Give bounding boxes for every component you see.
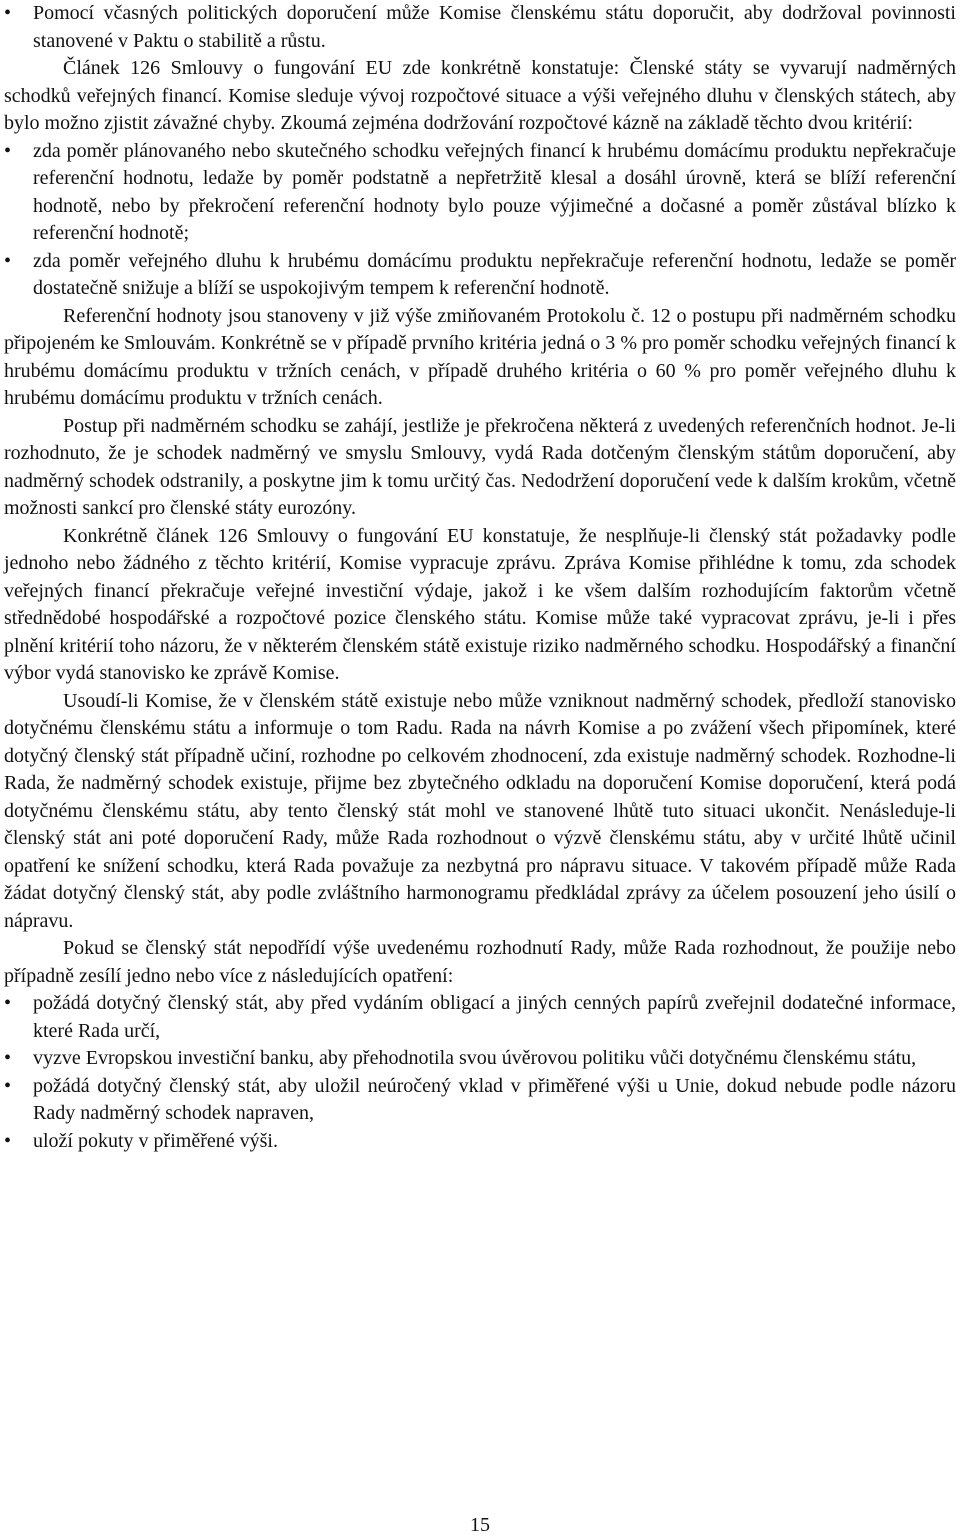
list-item: • požádá dotyčný členský stát, aby před vydáním obligací a jiných cenných papírů zveřejnil dodatečné informace, které Rada určí,: [4, 990, 956, 1045]
list-item: • vyzve Evropskou investiční banku, aby přehodnotila svou úvěrovou politiku vůči dotyčnému členskému státu,: [4, 1045, 956, 1073]
list-item: • zda poměr plánovaného nebo skutečného schodku veřejných financí k hrubému domácímu produktu nepřekračuje referenční hodnotu, ledaže by poměr podstatně a nepřetržitě klesal a dosáhl úrovně, která se blíží referenční hodnotě, nebo by překročení referenční hodnoty bylo pouze výjimečné a dočasné a poměr zůstával blízko k referenční hodnotě;: [4, 138, 956, 248]
list-item: • požádá dotyčný členský stát, aby uložil neúročený vklad v přiměřené výši u Unie, dokud nebude podle názoru Rady nadměrný schodek napraven,: [4, 1073, 956, 1128]
list-item: • uloží pokuty v přiměřené výši.: [4, 1128, 956, 1156]
paragraph-article-126: Článek 126 Smlouvy o fungování EU zde konkrétně konstatuje: Členské státy se vyvarují nadměrných schodků veřejných financí. Komise sleduje vývoj rozpočtové situace a výši veřejného dluhu v členských státech, aby bylo možno zjistit závažné chyby. Zkoumá zejména dodržování rozpočtové kázně na základě těchto dvou kritérií:: [4, 57, 956, 134]
list-item: • Pomocí včasných politických doporučení může Komise členskému státu doporučit, aby dodržoval povinnosti stanovené v Paktu o stabilitě a růstu.: [4, 0, 956, 55]
list-item: • zda poměr veřejného dluhu k hrubému domácímu produktu nepřekračuje referenční hodnotu, ledaže se poměr dostatečně snižuje a blíží se uspokojivým tempem k referenční hodnotě.: [4, 248, 956, 303]
paragraph-procedure: Postup při nadměrném schodku se zahájí, jestliže je překročena některá z uvedených referenčních hodnot. Je-li rozhodnuto, že je schodek nadměrný ve smyslu Smlouvy, vydá Rada dotčeným členským státům doporučení, aby nadměrný schodek odstranily, a poskytne jim k tomu určitý čas. Nedodržení doporučení vede k dalším krokům, včetně možnosti sankcí pro členské státy eurozóny.: [4, 414, 956, 519]
paragraph-measures-intro: Pokud se členský stát nepodřídí výše uvedenému rozhodnutí Rady, může Rada rozhodnout, že použije nebo případně zesílí jedno nebo více z následujících opatření:: [4, 937, 956, 987]
paragraph-reference-values: Referenční hodnoty jsou stanoveny v již výše zmiňovaném Protokolu č. 12 o postupu při nadměrném schodku připojeném ke Smlouvám. Konkrétně se v případě prvního kritéria jedná o 3 % pro poměr schodku veřejných financí k hrubému domácímu produktu v tržních cenách, v případě druhého kritéria o 60 % pro poměr veřejného dluhu k hrubému domácímu produktu v tržních cenách.: [4, 304, 956, 409]
page-number: 15: [470, 1514, 490, 1536]
document-page: [4, 0, 956, 1155]
paragraph-commission-report: Konkrétně článek 126 Smlouvy o fungování EU konstatuje, že nesplňuje-li členský stát požadavky podle jednoho nebo žádného z těchto kritérií, Komise vypracuje zprávu. Zpráva Komise přihlédne k tomu, zda schodek veřejných financí překračuje veřejné investiční výdaje, jakož i ke všem dalším rozhodujícím faktorům včetně střednědobé hospodářské a rozpočtové pozice členského státu. Komise může také vypracovat zprávu, je-li i přes plnění kritérií toho názoru, že v některém členském státě existuje riziko nadměrného schodku. Hospodářský a finanční výbor vydá stanovisko ke zprávě Komise.: [4, 524, 956, 684]
paragraph-council-decision: Usoudí-li Komise, že v členském státě existuje nebo může vzniknout nadměrný schodek, předloží stanovisko dotyčnému členskému státu a informuje o tom Radu. Rada na návrh Komise a po zvážení všech připomínek, které dotyčný členský stát případně učiní, rozhodne po celkovém zhodnocení, zda existuje nadměrný schodek. Rozhodne-li Rada, že nadměrný schodek existuje, přijme bez zbytečného odkladu na doporučení Komise doporučení, která podá dotyčnému členskému státu, aby tento členský stát mohl ve stanovené lhůtě tuto situaci ukončit. Nenásleduje-li členský stát ani poté doporučení Rady, může Rada rozhodnout o výzvě členskému státu, aby v určité lhůtě učinil opatření ke snížení schodku, která Rada považuje za nezbytná pro nápravu situace. V takovém případě může Rada žádat dotyčný členský stát, aby podle zvláštního harmonogramu předkládal zprávy za účelem posouzení jeho úsilí o nápravu.: [4, 689, 956, 932]
